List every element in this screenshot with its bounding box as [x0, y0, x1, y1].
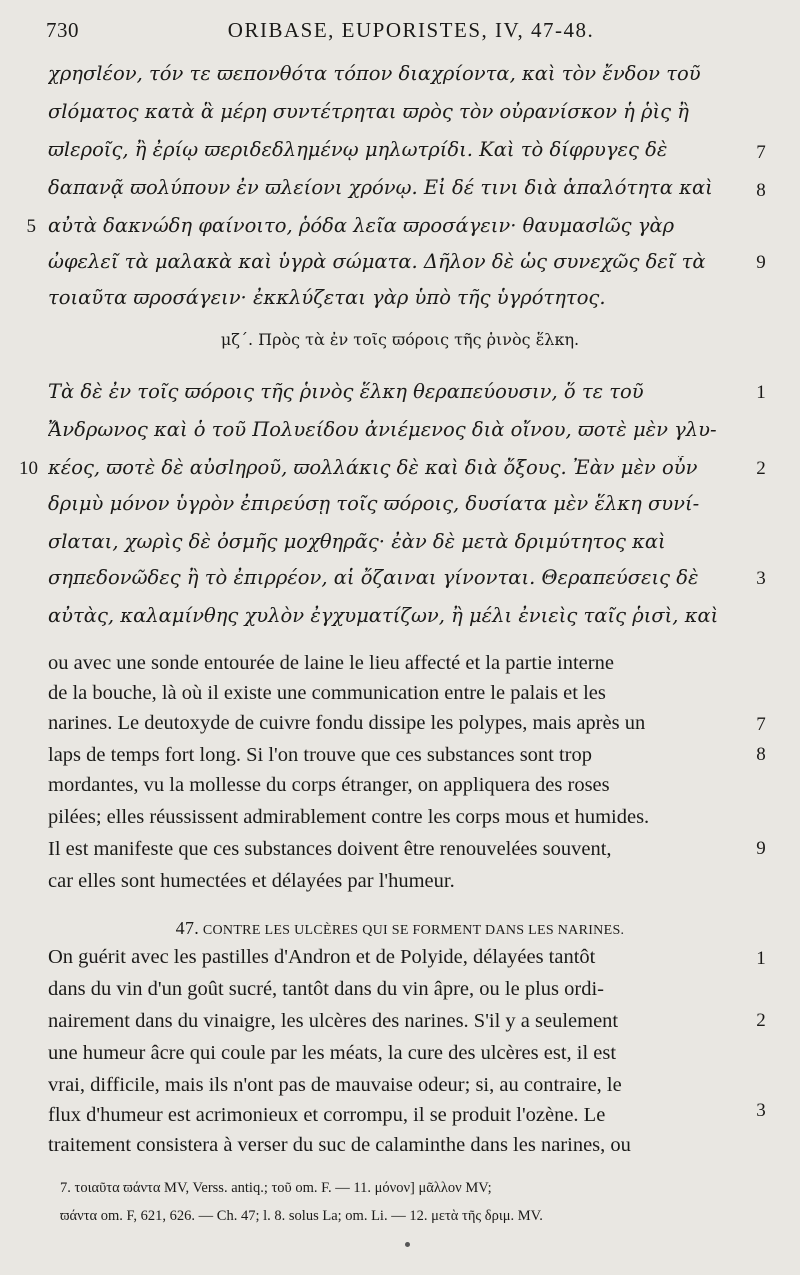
- french-line: Il est manifeste que ces substances doivent être renouvelées souvent,: [48, 838, 612, 860]
- french-line: mordantes, vu la mollesse du corps étranger, on appliquera des roses: [48, 774, 610, 796]
- french-line: ou avec une sonde entourée de laine le lieu affecté et la partie interne: [48, 652, 614, 674]
- margin-line-number: 8: [756, 180, 766, 201]
- ink-spot: [405, 1242, 410, 1247]
- greek-line: Τὰ δὲ ἐν τοῖς ϖόροις τῆς ῥινὸς ἕλκη θεραπεύουσιν, ὅ τε τοῦ: [48, 380, 644, 403]
- section-number: 47.: [175, 918, 200, 938]
- greek-line: τοιαῦτα ϖροσάγειν· ἐκκλύζεται γὰρ ὑπὸ τῆς ὑγρότητος.: [48, 286, 606, 309]
- greek-line: αὐτὰ δακνώδη φαίνοιτο, ῥόδα λεῖα ϖροσάγειν· θαυμασlῶς γὰρ: [48, 214, 675, 237]
- greek-line: κέος, ϖοτὲ δὲ αὐσlηροῦ, ϖολλάκις δὲ καὶ διὰ ὄξους. Ἐὰν μὲν οὖν: [48, 456, 698, 479]
- greek-line: ὠφελεῖ τὰ μαλακὰ καὶ ὑγρὰ σώματα. Δῆλον δὲ ὡς συνεχῶς δεῖ τὰ: [48, 250, 706, 273]
- margin-line-number: 7: [756, 714, 766, 735]
- french-section-title: [0, 918, 800, 939]
- greek-line: σηπεδονῶδες ἢ τὸ ἐπιρρέον, αἱ ὄζαιναι γίνονται. Θεραπεύσεις δὲ: [48, 566, 699, 589]
- french-line: de la bouche, là où il existe une communication entre le palais et les: [48, 682, 606, 704]
- footnote-line: ϖάντα om. F, 621, 626. — Ch. 47; l. 8. solus La; om. Li. — 12. μετὰ τῆς δριμ. MV.: [60, 1208, 543, 1224]
- french-line: flux d'humeur est acrimonieux et corrompu, il se produit l'ozène. Le: [48, 1104, 606, 1126]
- margin-line-number: 1: [756, 382, 766, 403]
- margin-line-number: 7: [756, 142, 766, 163]
- greek-line: αὐτὰς, καλαμίνθης χυλὸν ἐγχυματίζων, ἢ μέλι ἐνιεὶς ταῖς ῥισὶ, καὶ: [48, 604, 719, 627]
- greek-line: δριμὺ μόνον ὑγρὸν ἐπιρεύσῃ τοῖς ϖόροις, δυσίατα μὲν ἕλκη συνί-: [48, 492, 700, 515]
- french-line: pilées; elles réussissent admirablement contre les corps mous et humides.: [48, 806, 650, 828]
- french-line: vrai, difficile, mais ils n'ont pas de mauvaise odeur; si, au contraire, le: [48, 1074, 622, 1096]
- margin-line-number: 8: [756, 744, 766, 765]
- greek-line: σlόματος κατὰ ἃ μέρη συντέτρηται ϖρὸς τὸν οὐρανίσκον ἡ ῥὶς ἢ: [48, 100, 689, 123]
- page-number: 730: [46, 18, 79, 42]
- greek-section-title: μζ΄. Πρὸς τὰ ἐν τοῖς ϖόροις τῆς ῥινὸς ἕλκη.: [220, 330, 580, 349]
- greek-line: ϖlεροῖς, ἢ ἐρίῳ ϖεριδεδλημένῳ μηλωτρίδι. Καὶ τὸ δίφρυγες δὲ: [48, 138, 668, 161]
- french-line: On guérit avec les pastilles d'Andron et de Polyide, délayées tantôt: [48, 946, 596, 968]
- margin-line-number: 3: [756, 1100, 766, 1121]
- margin-line-number: 9: [756, 252, 766, 273]
- french-line: nairement dans du vinaigre, les ulcères des narines. S'il y a seulement: [48, 1010, 619, 1032]
- section-heading: CONTRE LES ULCÈRES QUI SE FORMENT DANS LES NARINES.: [202, 923, 625, 938]
- french-line: laps de temps fort long. Si l'on trouve que ces substances sont trop: [48, 744, 593, 766]
- margin-line-number: 1: [756, 948, 766, 969]
- french-line: traitement consistera à verser du suc de calaminthe dans les narines, ou: [48, 1134, 631, 1156]
- running-title: ORIBASE, EUPORISTES, IV, 47-48.: [227, 18, 595, 42]
- footnote-line: 7. τοιαῦτα ϖάντα MV, Verss. antiq.; τοῦ om. F. — 11. μόνον] μᾶλλον MV;: [60, 1180, 492, 1196]
- greek-line: δαπανᾷ ϖολύπουν ἐν ϖλείονι χρόνῳ. Εἰ δέ τινι διὰ ἁπαλότητα καὶ: [48, 176, 713, 199]
- french-line: dans du vin d'un goût sucré, tantôt dans du vin âpre, ou le plus ordi-: [48, 978, 604, 1000]
- greek-line: χρησlέον, τόν τε ϖεπονθότα τόπον διαχρίοντα, καὶ τὸν ἔνδον τοῦ: [48, 62, 701, 85]
- margin-line-number: 5: [26, 216, 36, 237]
- margin-line-number: 3: [756, 568, 766, 589]
- french-line: narines. Le deutoxyde de cuivre fondu dissipe les polypes, mais après un: [48, 712, 646, 734]
- margin-line-number: 9: [756, 838, 766, 859]
- margin-line-number: 2: [756, 458, 766, 479]
- french-line: une humeur âcre qui coule par les méats, la cure des ulcères est, il est: [48, 1042, 617, 1064]
- page-header: [46, 18, 776, 50]
- french-line: car elles sont humectées et délayées par l'humeur.: [48, 870, 455, 892]
- margin-line-number: 2: [756, 1010, 766, 1031]
- greek-line: Ἄνδρωνος καὶ ὁ τοῦ Πολυείδου ἀνιέμενος διὰ οἴνου, ϖοτὲ μὲν γλυ-: [48, 418, 717, 441]
- greek-line: σlαται, χωρὶς δὲ ὀσμῆς μοχθηρᾶς· ἐὰν δὲ μετὰ δριμύτητος καὶ: [48, 530, 666, 553]
- margin-line-number: 10: [19, 458, 38, 479]
